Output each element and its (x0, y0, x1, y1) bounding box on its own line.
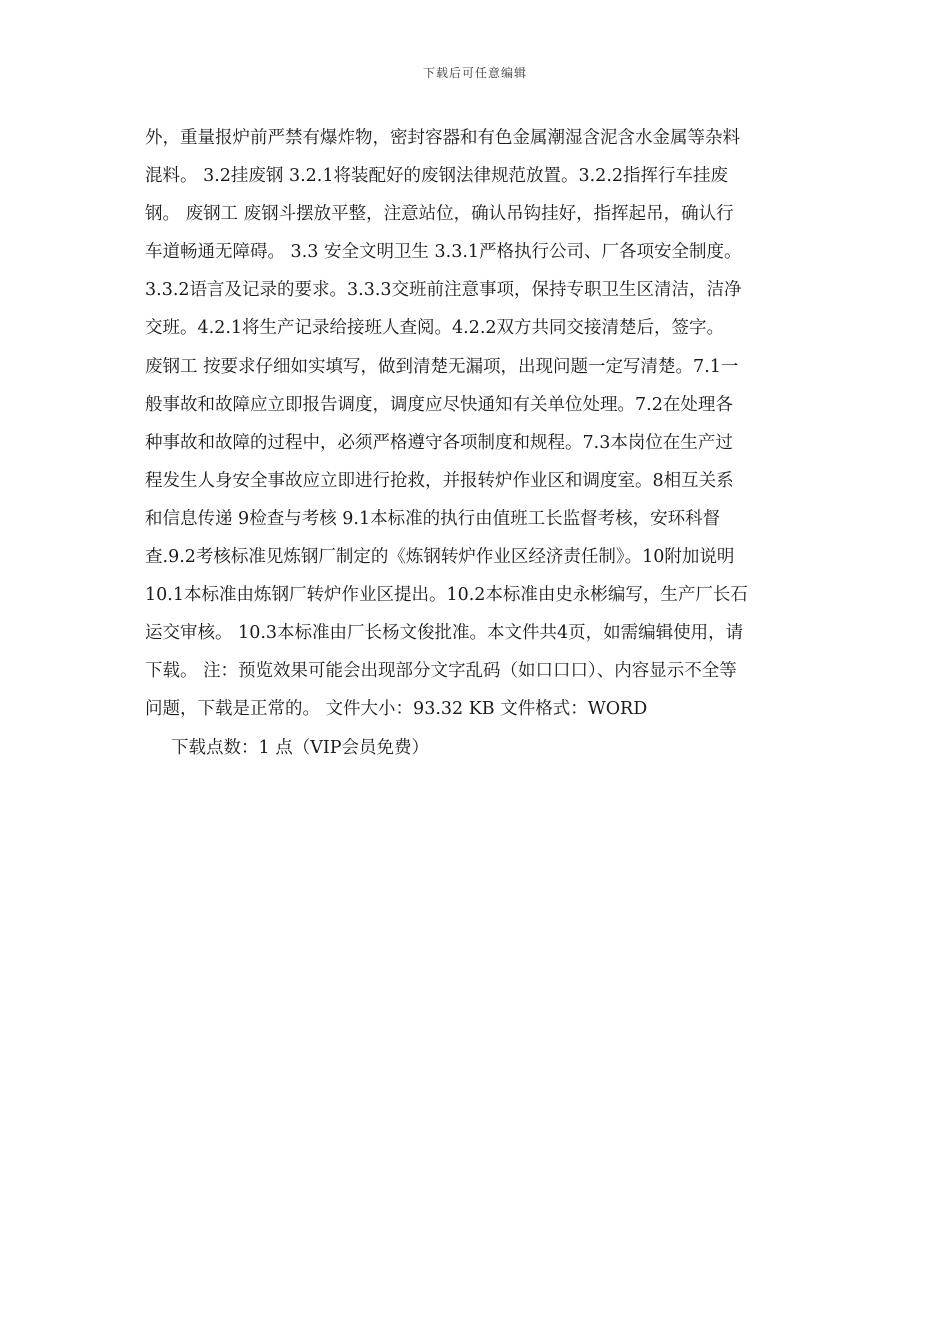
body-line: 钢。 废钢工 废钢斗摆放平整，注意站位，确认吊钩挂好，指挥起吊，确认行 (145, 204, 734, 225)
body-line: 10.1本标准由炼钢厂转炉作业区提出。10.2本标准由史永彬编写，生产厂长石 (145, 585, 748, 606)
body-line: 外，重量报炉前严禁有爆炸物，密封容器和有色金属潮湿含泥含水金属等杂料 (145, 128, 740, 148)
page-header: 下载后可任意编辑 (422, 66, 527, 80)
body-line: 和信息传递 9检查与考核 9.1本标准的执行由值班工长监督考核，安环科督 (145, 508, 721, 529)
body-line: 般事故和故障应立即报告调度，调度应尽快通知有关单位处理。7.2在处理各 (145, 394, 733, 415)
body-line: 交班。4.2.1将生产记录给接班人查阅。4.2.2双方共同交接清楚后，签字。 (145, 318, 725, 339)
download-points-line: 下载点数：1 点（VIP会员免费） (171, 737, 430, 758)
file-info-line: 问题，下载是正常的。 文件大小：93.32 KB 文件格式：WORD (145, 699, 648, 720)
body-line: 车道畅通无障碍。 3.3 安全文明卫生 3.3.1严格执行公司、厂各项安全制度。 (145, 242, 742, 263)
body-line: 运交审核。 10.3本标准由厂长杨文俊批准。本文件共4页，如需编辑使用，请 (145, 623, 744, 644)
body-line: 下载。 注：预览效果可能会出现部分文字乱码（如口口口）、内容显示不全等 (145, 661, 737, 682)
body-line: 查.9.2考核标准见炼钢厂制定的《炼钢转炉作业区经济责任制》。10附加说明 (145, 547, 735, 568)
body-line: 种事故和故障的过程中，必须严格遵守各项制度和规程。7.3本岗位在生产过 (145, 432, 733, 453)
document-body (145, 119, 815, 767)
body-line: 废钢工 按要求仔细如实填写，做到清楚无漏项，出现问题一定写清楚。7.1一 (145, 356, 739, 377)
body-line: 程发生人身安全事故应立即进行抢救，并报转炉作业区和调度室。8相互关系 (145, 470, 734, 491)
body-line: 3.3.2语言及记录的要求。3.3.3交班前注意事项，保持专职卫生区清洁，洁净 (145, 280, 742, 301)
body-line: 混料。 3.2挂废钢 3.2.1将装配好的废钢法律规范放置。3.2.2指挥行车挂废 (145, 166, 729, 187)
